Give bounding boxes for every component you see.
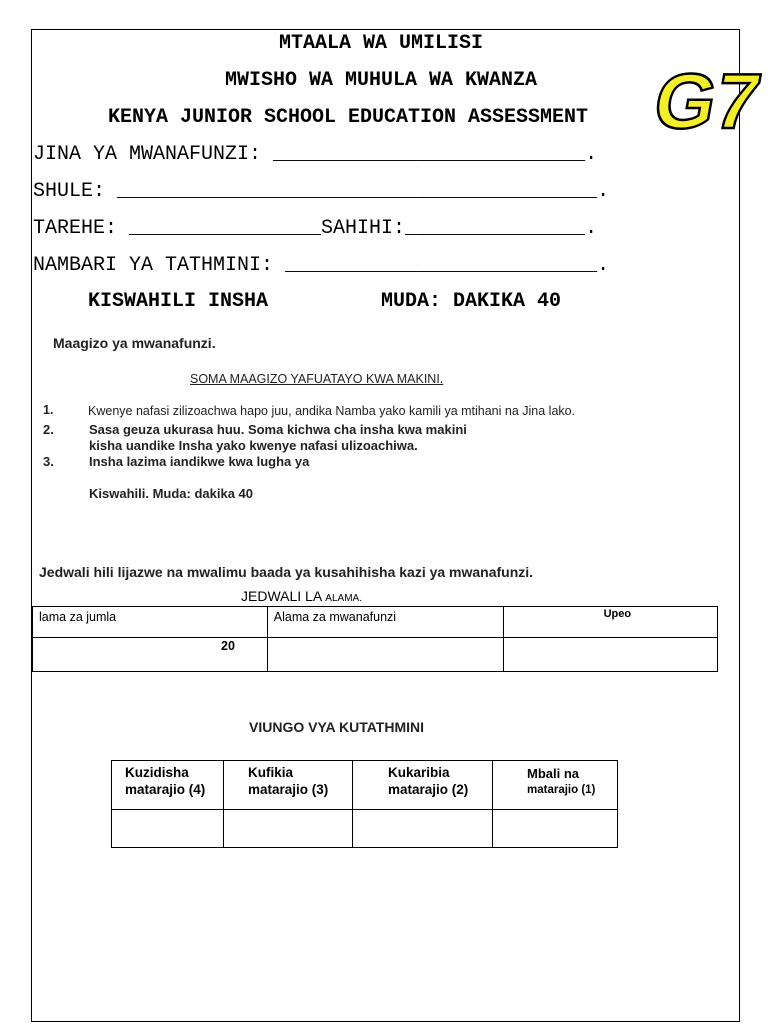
marks-header-mwanafunzi: Alama za mwanafunzi [273,610,397,624]
marks-value-jumla: 20 [221,639,235,653]
header-line-1: MTAALA WA UMILISI [278,32,484,55]
marks-header-cell [267,607,503,638]
field-nambari[interactable]: NAMBARI YA TATHMINI: __________________________. [33,254,610,277]
rubric-header-cell [353,761,493,810]
marks-value-cell[interactable] [503,638,717,672]
rubric-col-3-line-1: Kukaribia [388,765,450,780]
rubric-col-4-line-1: Mbali na [527,766,580,781]
rubric-col-3-line-2: matarajio (2) [388,782,469,797]
logo-text: G7 [647,57,768,145]
instruction-2-number: 2. [43,422,54,437]
rubric-col-1-line-2: matarajio (4) [125,782,206,797]
marks-value-cell[interactable] [33,638,268,672]
marks-header-jumla: lama za jumla [39,610,117,624]
instructions-subheading: SOMA MAAGIZO YAFUATAYO KWA MAKINI. [190,372,444,386]
marks-value-cell[interactable] [267,638,503,672]
rubric-table [111,760,618,848]
page-border [31,29,740,1022]
instruction-1-text: Kwenye nafasi zilizoachwa hapo juu, andika Namba yako kamili ya mtihani na Jina lako. [88,404,576,418]
subject-title: KISWAHILI INSHA [88,290,269,313]
rubric-value-cell[interactable] [493,810,618,848]
rubric-col-4-line-2: matarajio (1) [527,784,596,796]
subject-time: MUDA: DAKIKA 40 [381,290,562,313]
field-jina[interactable]: JINA YA MWANAFUNZI: __________________________. [33,143,598,166]
rubric-col-2-line-1: Kufikia [248,765,294,780]
rubric-value-cell[interactable] [224,810,353,848]
rubric-header-cell [112,761,224,810]
marks-header-cell [33,607,268,638]
marks-header-cell [503,607,717,638]
instruction-3-number: 3. [43,454,54,469]
rubric-value-cell[interactable] [353,810,493,848]
rubric-value-cell[interactable] [112,810,224,848]
marks-title-big: JEDWALI LA [241,588,322,604]
g7-logo [647,30,768,145]
field-tarehe-sahihi[interactable]: TAREHE: ________________SAHIHI:_______________. [33,217,598,240]
marks-header-upeo: Upeo [603,608,632,620]
instructions-heading: Maagizo ya mwanafunzi. [53,335,216,351]
instruction-2-line-1: Sasa geuza ukurasa huu. Soma kichwa cha insha kwa makini [89,422,467,437]
instruction-2-line-2: kisha uandike Insha yako kwenye nafasi ulizoachiwa. [89,438,418,453]
marks-title [241,588,362,604]
header-line-2: MWISHO WA MUHULA WA KWANZA [224,69,538,92]
instruction-3-line-1: Insha lazima iandikwe kwa lugha ya [89,454,310,469]
marks-note: Jedwali hili lijazwe na mwalimu baada ya kusahihisha kazi ya mwanafunzi. [39,564,534,580]
rubric-col-2-line-2: matarajio (3) [248,782,329,797]
marks-title-small: ALAMA. [325,593,362,604]
rubric-header-cell [493,761,618,810]
field-shule[interactable]: SHULE: ________________________________________. [33,180,610,203]
rubric-header-cell [224,761,353,810]
instruction-3-line-2: Kiswahili. Muda: dakika 40 [89,486,253,501]
rubric-col-1-line-1: Kuzidisha [125,765,189,780]
header-line-3: KENYA JUNIOR SCHOOL EDUCATION ASSESSMENT [107,106,589,129]
instruction-1-number: 1. [43,403,54,417]
rubric-title: VIUNGO VYA KUTATHMINI [249,719,425,735]
marks-table [32,606,718,672]
